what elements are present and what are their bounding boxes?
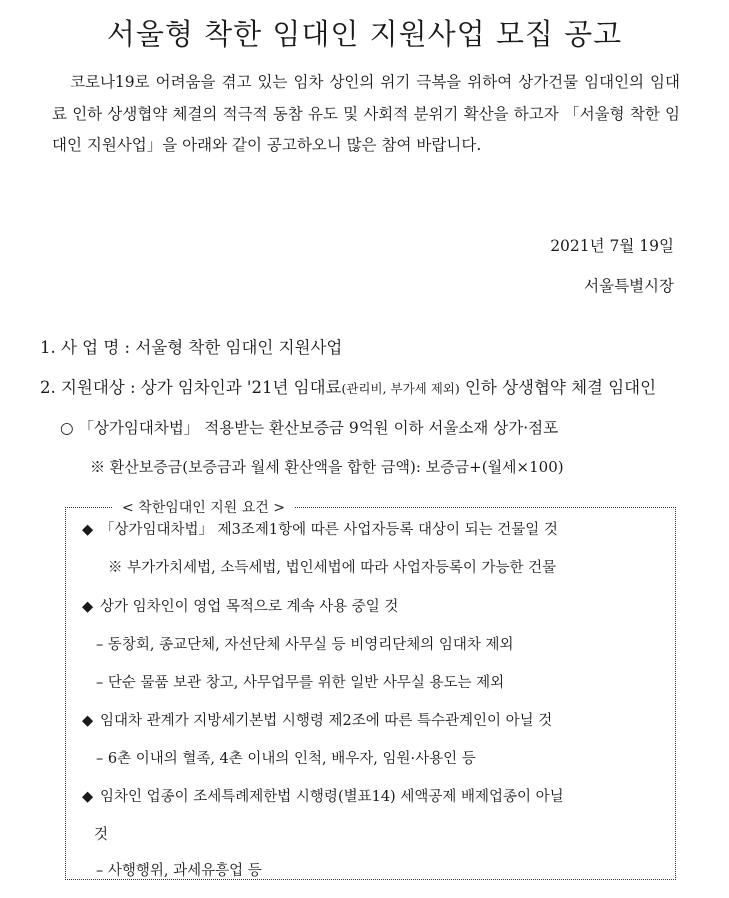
requirements-box-title: < 착한임대인 지원 요건 > [112,497,295,517]
requirement-subitem: – 단순 물품 보관 창고, 사무업무를 위한 일반 사무실 용도는 제외 [96,675,505,691]
conversion-note: ※ 환산보증금(보증금과 월세 환산액을 합한 금액): 보증금+(월세×100) [90,458,564,476]
intro-paragraph: 코로나19로 어려움을 겪고 있는 임차 상인의 위기 극복을 위하여 상가건물 임대인의 임대료 인하 상생협약 체결의 적극적 동참 유도 및 사회적 분위기 확산을 하고자 「서울형 착한 임대인 지원사업」을 아래와 같이 공고하오니 많은 참여 바랍니다. [52,73,680,154]
section-eligibility [40,374,656,398]
requirement-item [82,709,552,730]
requirement-subitem: – 사행행위, 과세유흥업 등 [96,863,262,879]
requirement-text: 상가 임차인이 영업 목적으로 계속 사용 중일 것 [100,599,399,615]
requirement-text-continued: 것 [94,827,109,843]
diamond-bullet-icon: ◆ [82,713,94,729]
requirement-item [82,518,558,539]
requirement-subitem: – 6촌 이내의 혈족, 4촌 이내의 인척, 배우자, 임원·사용인 등 [96,751,476,767]
requirement-text: 임대차 관계가 지방세기본법 시행령 제2조에 따른 특수관계인이 아닐 것 [100,713,553,729]
requirement-text: 「상가임대차법」 제3조제1항에 따른 사업자등록 대상이 되는 건물일 것 [100,522,558,538]
diamond-bullet-icon: ◆ [82,599,94,615]
section-eligibility-exclusion: (관리비, 부가세 제외) [341,381,460,396]
notice-date: 2021년 7월 19일 [550,237,674,255]
notice-title: 서울형 착한 임대인 지원사업 모집 공고 [106,17,623,51]
requirement-subitem: – 동창회, 종교단체, 자선단체 사무실 등 비영리단체의 임대차 제외 [96,637,514,653]
requirement-text: 임차인 업종이 조세특례제한법 시행령(별표14) 세액공제 배제업종이 아닐 [100,789,564,805]
diamond-bullet-icon: ◆ [82,789,94,805]
section-eligibility-suffix: 인하 상생협약 체결 임대인 [459,378,657,397]
section-project-name: 1. 사 업 명 : 서울형 착한 임대인 지원사업 [40,338,343,357]
diamond-bullet-icon: ◆ [82,522,94,538]
requirement-item [82,595,398,616]
requirement-item [82,785,564,806]
notice-signer: 서울특별시장 [584,277,674,295]
eligibility-criteria-item: ○ 「상가임대차법」 적용받는 환산보증금 9억원 이하 서울소재 상가·점포 [60,419,559,437]
requirement-note: ※ 부가가치세법, 소득세법, 법인세법에 따라 사업자등록이 가능한 건물 [108,560,557,576]
section-eligibility-text: 2. 지원대상 : 상가 임차인과 '21년 임대료 [40,378,342,397]
